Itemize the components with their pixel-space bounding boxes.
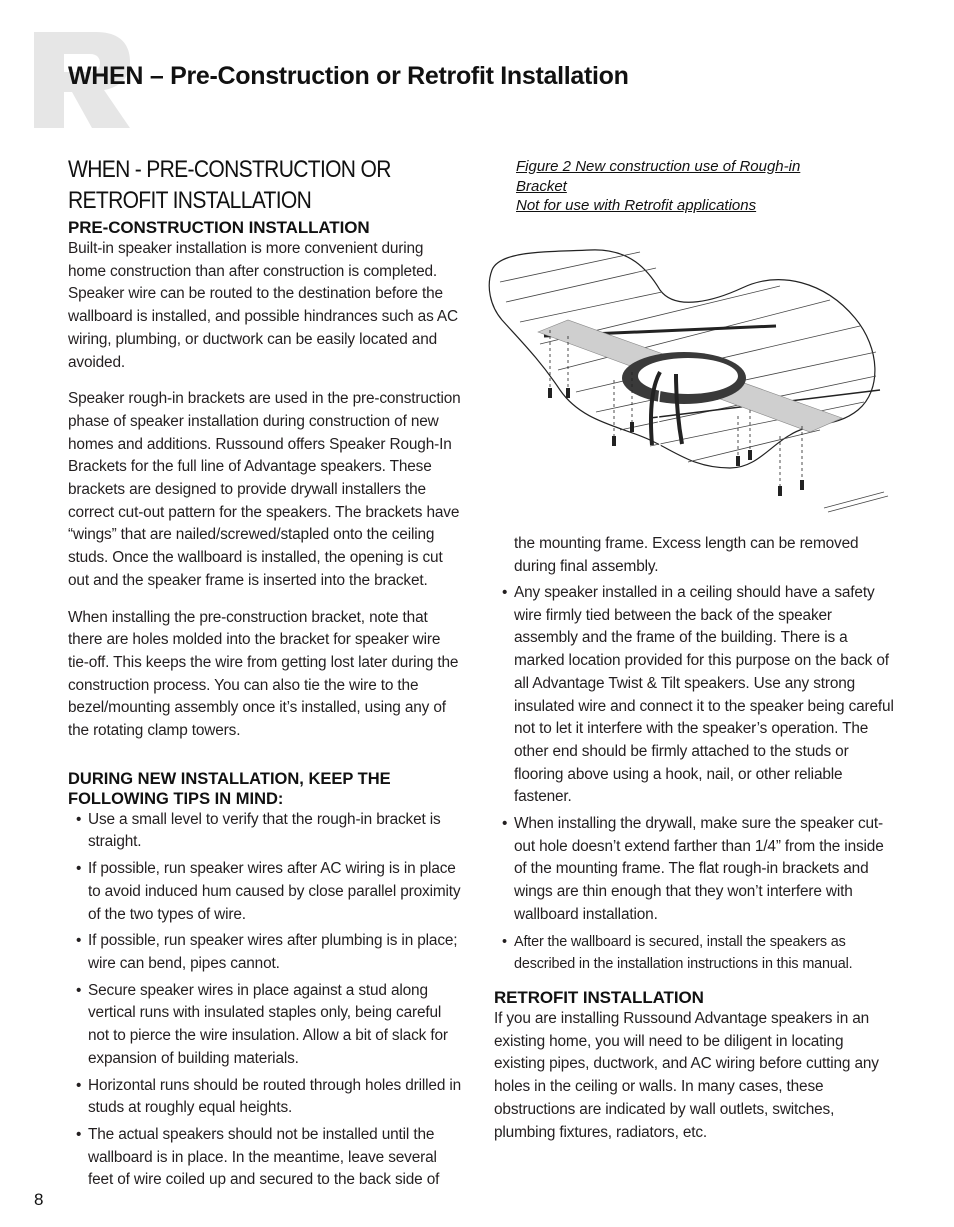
tips-list <box>68 809 463 1192</box>
pre-construction-paragraph-2: Speaker rough-in brackets are used in the pre-construction phase of speaker installation during construction of new homes and additions. Russound offers Speaker Rough-In Brackets for the full line of Advantage speakers. These brackets are designed to provide drywall installers the correct cut-out pattern for the speakers. The brackets have “wings” that are nailed/screwed/stapled onto the ceiling studs. Once the wallboard is installed, the opening is cut out and the speaker frame is inserted into the bracket. <box>68 390 461 589</box>
figure-caption-line: Not for use with Retrofit applications <box>516 197 757 214</box>
tips-heading: DURING NEW INSTALLATION, KEEP THE FOLLOWING TIPS IN MIND: <box>68 769 391 808</box>
left-column <box>68 154 463 1196</box>
tip-item: • When installing the drywall, make sure the speaker cut-out hole doesn’t extend farther than 1/4” from the inside of the mounting frame. The flat rough-in brackets and wings are thin enough that they won’t interfere with wallboard installation. <box>500 813 894 927</box>
figure-caption-line: Figure 2 New construction use of Rough-in <box>516 158 801 175</box>
retrofit-heading: RETROFIT INSTALLATION <box>494 988 704 1007</box>
tip-item: • If possible, run speaker wires after AC wiring is in place to avoid induced hum caused by close parallel proximity of the two types of wire. <box>68 858 463 926</box>
rough-in-bracket-illustration <box>480 240 900 520</box>
figure-caption-line: Bracket <box>516 177 567 195</box>
right-tips-list <box>500 582 894 980</box>
pre-construction-heading: PRE-CONSTRUCTION INSTALLATION <box>68 218 370 237</box>
section-heading: WHEN - PRE-CONSTRUCTION OR RETROFIT INSTALLATION <box>68 156 391 214</box>
tip-item: • If possible, run speaker wires after plumbing is in place; wire can bend, pipes cannot. <box>68 930 463 975</box>
tip-item: • Horizontal runs should be routed through holes drilled in studs at roughly equal heights. <box>68 1075 463 1120</box>
pre-construction-paragraph-3: When installing the pre-construction bracket, note that there are holes molded into the bracket for speaker wire tie-off. This keeps the wire from getting lost later during the construction process. You can also tie the wire to the bezel/mounting assembly once it’s installed, using any of the rotating clamp towers. <box>68 608 459 740</box>
retrofit-paragraph: If you are installing Russound Advantage speakers in an existing home, you will need to be diligent in locating existing pipes, ductwork, and AC wiring before cutting any holes in the ceiling or walls. In many cases, these obstructions are indicated by wall outlets, switches, plumbing fixtures, radiators, etc. <box>494 1010 879 1141</box>
page-title: WHEN – Pre-Construction or Retrofit Installation <box>68 62 629 90</box>
tip-item: • After the wallboard is secured, install the speakers as described in the installation instructions in this manual. <box>500 931 894 976</box>
page-number: 8 <box>34 1190 44 1209</box>
tip-item: • Secure speaker wires in place against a stud along vertical runs with insulated staples only, being careful not to pierce the wire insulation. Allow a bit of slack for expansion of building materials. <box>68 980 463 1071</box>
tip-item: • Use a small level to verify that the rough-in bracket is straight. <box>68 809 463 854</box>
tip-item: • The actual speakers should not be installed until the wallboard is in place. In the meantime, leave several feet of wire coiled up and secured to the back side of <box>68 1124 463 1192</box>
tip-continuation: the mounting frame. Excess length can be removed during final assembly. <box>514 535 859 575</box>
pre-construction-paragraph-1: Built-in speaker installation is more convenient during home construction than after construction is completed. Speaker wire can be routed to the destination before the wallboard is installed, and possible hindrances such as AC wiring, plumbing, or ductwork can be easily located and avoided. <box>68 240 458 371</box>
tip-item: • Any speaker installed in a ceiling should have a safety wire firmly tied between the back of the speaker assembly and the frame of the building. There is a marked location provided for this purpose on the back of all Advantage Twist & Tilt speakers. Use any strong insulated wire and connect it to the speaker being careful not to let it interfere with the speaker’s operation. The other end should be firmly attached to the studs or flooring above using a hook, nail, or other reliable fastener. <box>500 582 894 809</box>
retrofit-section <box>494 986 894 1144</box>
figure-caption <box>516 157 876 216</box>
